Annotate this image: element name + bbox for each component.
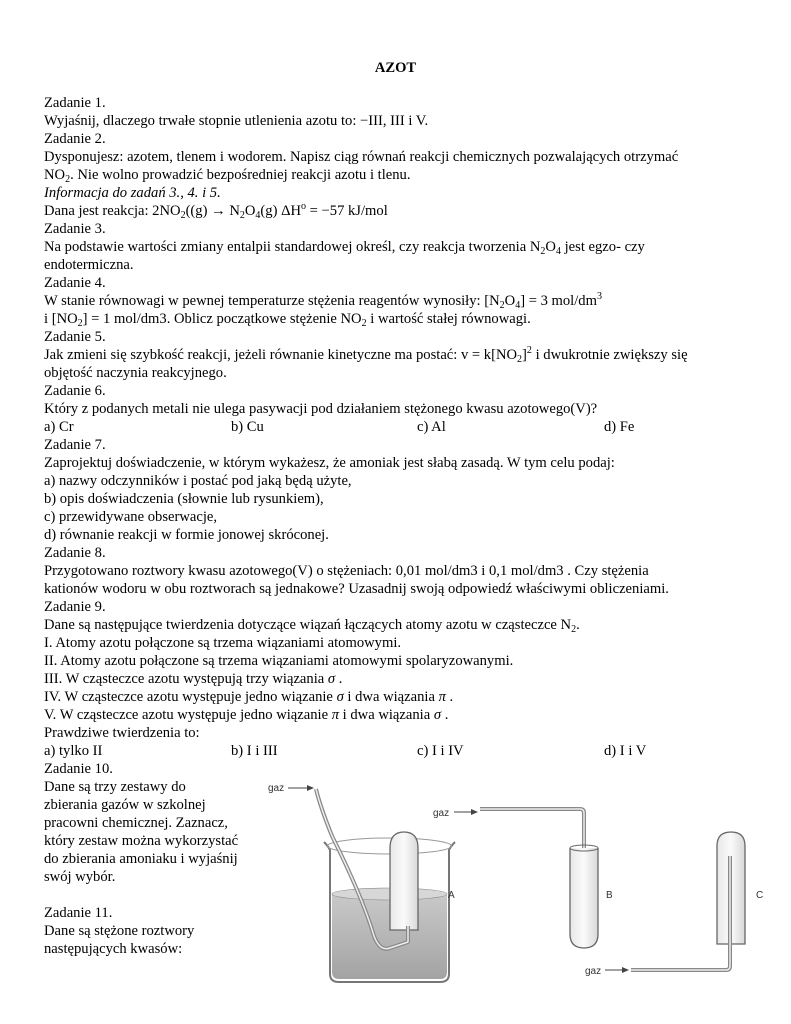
gas-collection-figure	[262, 776, 782, 991]
task-9-option-d: d) I i V	[604, 743, 647, 759]
task-8-line-1: Przygotowano roztwory kwasu azotowego(V) o stężeniach: 0,01 mol/dm3 i 0,1 mol/dm3 . Czy stężenia	[44, 563, 649, 579]
gas-label-a: gaz	[268, 783, 285, 794]
formula-part: O	[244, 203, 256, 219]
task-6-option-a: a) Cr	[44, 419, 74, 435]
task-7-item-a: a) nazwy odczynników i postać pod jaką będą użyte,	[44, 473, 352, 489]
formula-part: ]	[522, 347, 527, 363]
delivery-tube-b	[480, 809, 584, 940]
formula-part: O	[545, 239, 556, 255]
task-10-line-5: do zbierania amoniaku i wyjaśnij	[44, 851, 238, 867]
task-9-statement-2: II. Atomy azotu połączone są trzema wiązaniami atomowymi spolaryzowanymi.	[44, 653, 514, 669]
text-part: III. W cząsteczce azotu występują trzy wiązania	[44, 671, 328, 687]
text-part: i dwa wiązania	[339, 707, 434, 723]
task-10-line-2: zbierania gazów w szkolnej	[44, 797, 206, 813]
task-2-line-1: Dysponujesz: azotem, tlenem i wodorem. Napisz ciąg równań reakcji chemicznych pozwalających otrzymać	[44, 149, 679, 165]
task-10-line-4: który zestaw można wykorzystać	[44, 833, 239, 849]
task-6-option-d: d) Fe	[604, 419, 635, 435]
task-6-option-b: b) Cu	[231, 419, 264, 435]
task-9-option-a: a) tylko II	[44, 743, 103, 759]
text-part: Na podstawie wartości zmiany entalpii standardowej określ, czy reakcja tworzenia N	[44, 239, 541, 255]
superscript: o	[301, 201, 307, 212]
text-part: i dwa wiązania	[343, 689, 439, 705]
test-tube-b	[570, 848, 598, 948]
formula-part: = −57 kJ/mol	[306, 203, 388, 219]
subscript: 2	[571, 624, 577, 635]
task-9-option-b: b) I i III	[231, 743, 278, 759]
gas-label-b: gaz	[433, 808, 450, 819]
task-6-label: Zadanie 6.	[44, 383, 106, 399]
greek-symbol: σ	[433, 707, 442, 723]
setup-b	[433, 808, 613, 948]
subscript: 4	[255, 210, 261, 221]
subscript: 4	[555, 246, 561, 257]
task-4-line-1	[44, 292, 602, 310]
text-part: .	[335, 671, 343, 687]
setup-c	[585, 832, 763, 977]
task-9-question: Prawdziwe twierdzenia to:	[44, 725, 200, 741]
text-part: Jak zmieni się szybkość reakcji, jeżeli równanie kinetyczne ma postać: v = k[NO	[44, 347, 518, 363]
superscript: 2	[526, 345, 532, 356]
reaction-equation	[44, 202, 388, 220]
subscript: 2	[77, 318, 83, 329]
text-part: Dane są następujące twierdzenia dotyczące wiązań łączących atomy azotu w cząsteczce N	[44, 617, 572, 633]
task-7-text: Zaprojektuj doświadczenie, w którym wykażesz, że amoniak jest słabą zasadą. W tym celu podaj:	[44, 455, 615, 471]
setup-label-c: C	[756, 890, 764, 901]
task-9-statement-4	[44, 688, 453, 706]
text-part: .	[445, 689, 454, 705]
formula-part: (g) ΔH	[260, 203, 302, 219]
setup-a	[268, 783, 455, 982]
setup-label-b: B	[606, 890, 613, 901]
task-11-line-1: Dane są stężone roztwory	[44, 923, 195, 939]
page-title: AZOT	[374, 60, 417, 76]
task-5-line-2: objętość naczynia reakcyjnego.	[44, 365, 227, 381]
text-part: V. W cząsteczce azotu występuje jedno wiązanie	[44, 707, 332, 723]
task-11-line-2: następujących kwasów:	[44, 941, 183, 957]
task-5-line-1	[44, 346, 688, 364]
text-part: . Nie wolno prowadzić bezpośredniej reakcji azotu i tlenu.	[70, 167, 411, 183]
subscript: 4	[515, 300, 521, 311]
greek-symbol: σ	[327, 671, 336, 687]
subscript: 2	[517, 354, 523, 365]
task-4-label: Zadanie 4.	[44, 275, 106, 291]
task-3-label: Zadanie 3.	[44, 221, 106, 237]
subscript: 2	[239, 210, 245, 221]
text-part: .	[576, 617, 580, 633]
text-part: .	[441, 707, 449, 723]
subscript: 2	[65, 174, 71, 185]
task-10-line-6: swój wybór.	[44, 869, 116, 885]
formula-part: Dana jest reakcja: 2NO	[44, 203, 181, 219]
text-part: ] = 3 mol/dm	[520, 293, 597, 309]
greek-symbol: π	[331, 707, 340, 723]
task-2-line-2	[44, 166, 411, 184]
task-1-text: Wyjaśnij, dlaczego trwałe stopnie utlenienia azotu to: −III, III i V.	[44, 113, 429, 129]
arrow-head-icon	[471, 809, 478, 815]
task-6-option-c: c) Al	[417, 419, 446, 435]
task-1-label: Zadanie 1.	[44, 95, 106, 111]
task-3-line-1	[44, 238, 645, 256]
task-4-line-2	[44, 310, 531, 328]
task-5-label: Zadanie 5.	[44, 329, 106, 345]
subscript: 2	[499, 300, 505, 311]
task-8-line-2: kationów wodoru w obu roztworach są jednakowe? Uzasadnij swoją odpowiedź właściwymi obliczeniami.	[44, 581, 669, 597]
task-9-statement-1: I. Atomy azotu połączone są trzema wiązaniami atomowymi.	[44, 635, 402, 651]
delivery-tube-c-highlight	[631, 856, 730, 970]
info-heading: Informacja do zadań 3., 4. i 5.	[44, 185, 221, 201]
formula-part: ((g) → N	[185, 203, 240, 219]
task-10-label: Zadanie 10.	[44, 761, 113, 777]
task-10-line-1: Dane są trzy zestawy do	[44, 779, 186, 795]
task-7-item-c: c) przewidywane obserwacje,	[44, 509, 218, 525]
setup-label-a: A	[448, 890, 455, 901]
gas-label-c: gaz	[585, 966, 602, 977]
greek-symbol: σ	[336, 689, 344, 705]
task-3-line-2: endotermiczna.	[44, 257, 134, 273]
delivery-tube-b-highlight	[480, 809, 584, 940]
task-2-label: Zadanie 2.	[44, 131, 106, 147]
inverted-test-tube	[390, 832, 418, 930]
formula-part: O	[504, 293, 516, 309]
task-9-statement-5	[44, 706, 448, 724]
task-7-label: Zadanie 7.	[44, 437, 106, 453]
task-11-label: Zadanie 11.	[44, 905, 113, 921]
task-10-line-3: pracowni chemicznej. Zaznacz,	[44, 815, 228, 831]
text-part: i [NO	[44, 311, 78, 327]
task-7-item-b: b) opis doświadczenia (słownie lub rysunkiem),	[44, 491, 324, 507]
text-part: i wartość stałej równowagi.	[366, 311, 531, 327]
arrow-head-icon	[307, 785, 314, 791]
text-part: i dwukrotnie zwiększy się	[531, 347, 688, 363]
subscript: 2	[180, 210, 186, 221]
task-9-statement-3	[44, 670, 342, 688]
formula-part: NO	[44, 167, 66, 183]
task-8-label: Zadanie 8.	[44, 545, 106, 561]
task-7-item-d: d) równanie reakcji w formie jonowej skróconej.	[44, 527, 329, 543]
subscript: 2	[361, 318, 367, 329]
task-9-option-c: c) I i IV	[417, 743, 464, 759]
superscript: 3	[596, 291, 602, 302]
delivery-tube-c	[631, 856, 730, 970]
text-part: IV. W cząsteczce azotu występuje jedno wiązanie	[44, 689, 337, 705]
task-9-intro	[44, 616, 580, 634]
greek-symbol: π	[438, 689, 446, 705]
task-6-text: Który z podanych metali nie ulega pasywacji pod działaniem stężonego kwasu azotowego(V)?	[44, 401, 598, 417]
task-9-label: Zadanie 9.	[44, 599, 106, 615]
text-part: jest egzo- czy	[560, 239, 645, 255]
subscript: 2	[540, 246, 546, 257]
text-part: ] = 1 mol/dm3. Oblicz początkowe stężenie NO	[82, 311, 362, 327]
text-part: W stanie równowagi w pewnej temperaturze stężenia reagentów wynosiły: [N	[44, 293, 500, 309]
arrow-head-icon	[622, 967, 629, 973]
